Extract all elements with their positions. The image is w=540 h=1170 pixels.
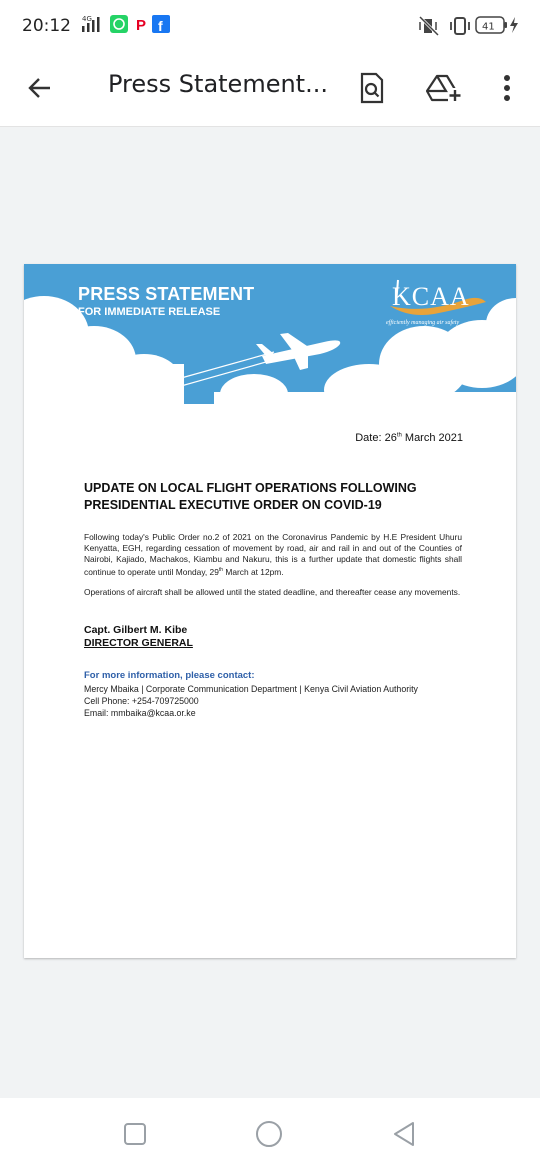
charging-icon xyxy=(508,15,520,40)
status-time: 20:12 xyxy=(22,16,71,36)
svg-text:f: f xyxy=(158,18,163,33)
logo-tagline: efficiently managing air safety xyxy=(386,320,460,326)
battery-level: 41 xyxy=(482,21,495,33)
document-title: Press Statement... xyxy=(108,70,328,98)
signatory-name: Capt. Gilbert M. Kibe xyxy=(84,624,188,636)
back-triangle-icon[interactable] xyxy=(388,1118,420,1150)
statement-paragraph-2: Operations of aircraft shall be allowed until the stated deadline, and thereafter cease any movements. xyxy=(84,587,461,597)
statement-date xyxy=(355,432,463,444)
vibrate-icon xyxy=(448,15,472,42)
paragraph-1-text: Following today's Public Order no.2 of 2021 on the Coronavirus Pandemic by H.E President Uhuru Kenyatta, EGH, regarding cessation of movement by road, air and rail in and out of the Counties of Nairobi, Kajiado, Machakos, Kiambu and Nakuru, this is a further update that domestic flights shall continue to operate until Monday, 29 xyxy=(84,532,462,577)
app-bar xyxy=(0,52,540,127)
status-bar xyxy=(0,0,540,52)
signal-icon xyxy=(82,14,104,39)
signatory-title: DIRECTOR GENERAL xyxy=(84,637,193,649)
search-document-icon[interactable] xyxy=(352,68,392,108)
home-circle-icon[interactable] xyxy=(253,1118,285,1150)
date-suffix: March 2021 xyxy=(401,432,463,444)
add-to-drive-icon[interactable] xyxy=(424,68,464,108)
svg-text:P: P xyxy=(136,17,147,33)
statement-paragraph-1 xyxy=(84,532,462,578)
statement-headline: UPDATE ON LOCAL FLIGHT OPERATIONS FOLLOWING PRESIDENTIAL EXECUTIVE ORDER ON COVID-19 xyxy=(84,481,417,512)
paragraph-1-superscript: th xyxy=(218,567,224,573)
network-type-label: 4G xyxy=(82,15,92,23)
contact-heading: For more information, please contact: xyxy=(84,670,255,681)
vibrate-off-icon xyxy=(418,15,442,42)
contact-line-email: Email: mmbaika@kcaa.or.ke xyxy=(84,708,196,718)
battery-icon xyxy=(475,15,509,40)
kcaa-logo: KCAA xyxy=(392,282,470,311)
date-prefix: Date: 26 xyxy=(355,432,397,444)
facebook-icon xyxy=(152,15,170,38)
press-statement-heading: PRESS STATEMENT xyxy=(78,284,255,304)
contact-line-phone: Cell Phone: +254-709725000 xyxy=(84,696,199,706)
date-superscript: th xyxy=(396,432,402,439)
press-banner xyxy=(24,264,516,404)
contact-line-name: Mercy Mbaika | Corporate Communication Department | Kenya Civil Aviation Authority xyxy=(84,684,418,694)
immediate-release-subheading: FOR IMMEDIATE RELEASE xyxy=(78,306,221,318)
back-arrow-icon[interactable] xyxy=(20,68,60,108)
pinterest-icon xyxy=(133,15,151,38)
whatsapp-icon xyxy=(110,15,128,38)
paragraph-1-end: March at 12pm. xyxy=(223,566,284,577)
more-vert-icon[interactable] xyxy=(487,68,527,108)
document-page[interactable] xyxy=(24,264,516,958)
recents-square-icon[interactable] xyxy=(119,1118,151,1150)
system-nav-bar xyxy=(0,1098,540,1170)
